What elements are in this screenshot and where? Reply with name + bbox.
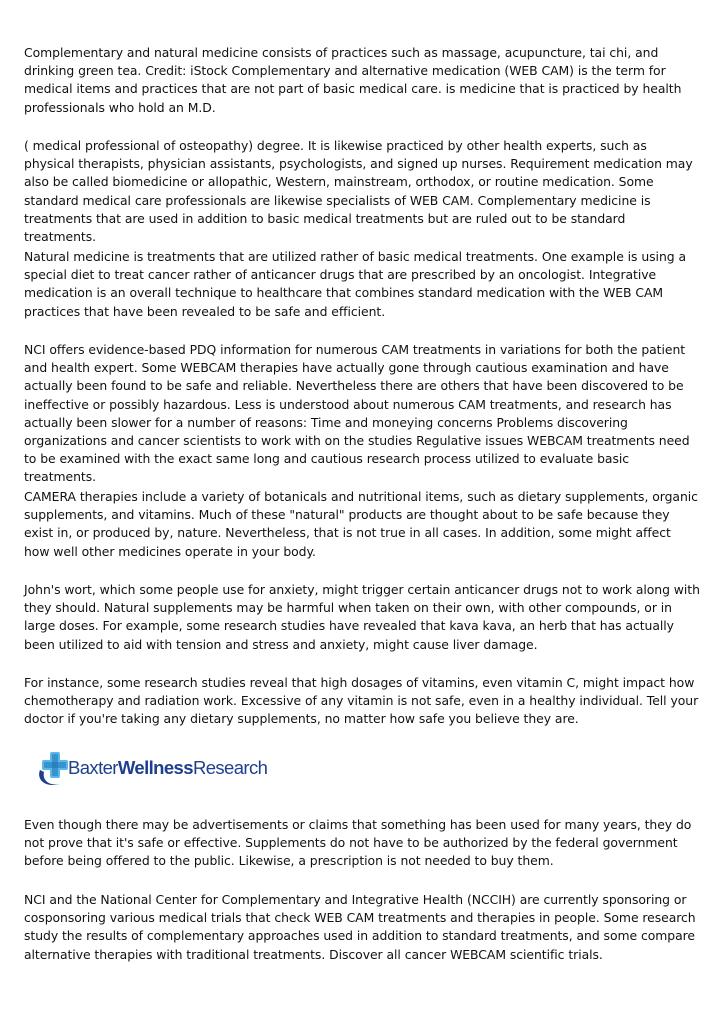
- paragraph-1: Complementary and natural medicine consists of practices such as massage, acupuncture, tai chi, and drinking green tea. Credit: iStock Complementary and alternative medication (WEB CAM) is the term for medical items and practices that are not part of basic medical care. is medicine that is practiced by health professionals who hold an M.D.: [24, 45, 682, 115]
- paragraph-6: John's wort, which some people use for anxiety, might trigger certain anticancer drugs not to work along with they should. Natural supplements may be harmful when taken on their own, with other compounds, or in large doses. For example, some research studies have revealed that kava kava, an herb that has actually been utilized to aid with tension and stress and anxiety, might cause liver damage.: [24, 582, 700, 652]
- paragraph-5: CAMERA therapies include a variety of botanicals and nutritional items, such as dietary supplements, organic supplements, and vitamins. Much of these "natural" products are thought about to be safe because they exist in, or produced by, nature. Nevertheless, that is not true in all cases. In addition, some might affect how well other medicines operate in your body.: [24, 489, 698, 559]
- paragraph-4: NCI offers evidence-based PDQ information for numerous CAM treatments in variations for both the patient and health expert. Some WEBCAM therapies have actually gone through cautious examination and have actually been found to be safe and reliable. Nevertheless there are others that have been discovered to be ineffective or possibly hazardous. Less is understood about numerous CAM treatments, and research has actually been slower for a number of reasons: Time and moneying concerns Problems discovering organizations and cancer scientists to work with on the studies Regulative issues WEBCAM treatments need to be examined with the exact same long and cautious research process utilized to evaluate basic treatments.: [24, 342, 690, 485]
- logo-wordmark: [68, 757, 267, 779]
- paragraph-9: NCI and the National Center for Complementary and Integrative Health (NCCIH) are currently sponsoring or cosponsoring various medical trials that check WEB CAM treatments and therapies in people. Some research study the results of complementary approaches used in addition to standard treatments, and some compare alternative therapies with traditional treatments. Discover all cancer WEBCAM scientific trials.: [24, 892, 696, 962]
- paragraph-2: ( medical professional of osteopathy) degree. It is likewise practiced by other health experts, such as physical therapists, physician assistants, psychologists, and signed up nurses. Requirement medication may also be called biomedicine or allopathic, Western, mainstream, orthodox, or routine medication. Some standard medical care professionals are likewise specialists of WEB CAM. Complementary medicine is treatments that are used in addition to basic medical treatments but are ruled out to be standard treatments.: [24, 138, 693, 245]
- paragraph-7: For instance, some research studies reveal that high dosages of vitamins, even vitamin C, might impact how chemotherapy and radiation work. Excessive of any vitamin is not safe, even in a healthy individual. Tell your doctor if you're taking any dietary supplements, no matter how safe you believe they are.: [24, 675, 699, 727]
- logo-word-research: Research: [192, 757, 268, 778]
- baxter-wellness-research-logo: [34, 746, 274, 794]
- paragraph-3: Natural medicine is treatments that are utilized rather of basic medical treatments. One example is using a special diet to treat cancer rather of anticancer drugs that are prescribed by an oncologist. Integrative medication is an overall technique to healthcare that combines standard medication with the WEB CAM practices that have been revealed to be safe and efficient.: [24, 249, 686, 319]
- logo-word-wellness: Wellness: [117, 757, 193, 778]
- logo-word-baxter: Baxter: [68, 757, 118, 778]
- paragraph-8: Even though there may be advertisements or claims that something has been used for many years, they do not prove that it's safe or effective. Supplements do not have to be authorized by the federal government before being offered to the public. Likewise, a prescription is not needed to buy them.: [24, 817, 692, 869]
